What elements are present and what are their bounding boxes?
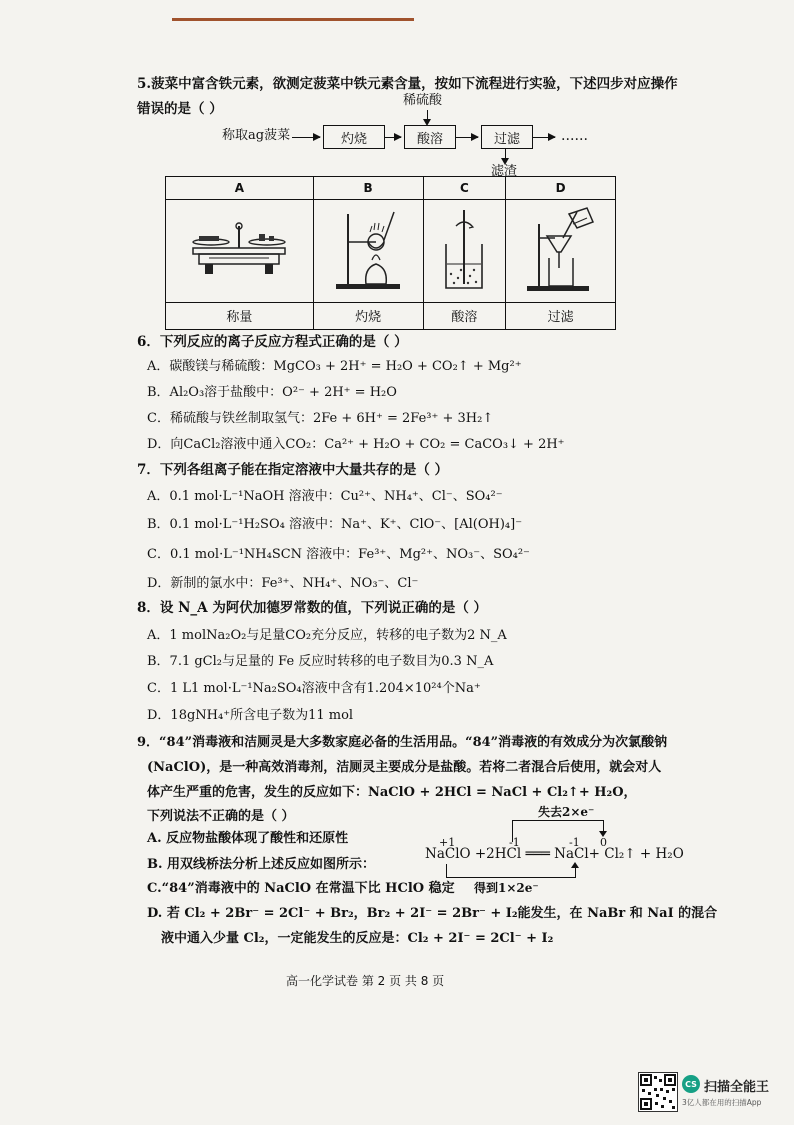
bridge-bottom-bar	[446, 877, 576, 878]
col-header-c: C	[423, 177, 506, 200]
q7-option-d: D．新制的氯水中：Fe³⁺、NH₄⁺、NO₃⁻、Cl⁻	[147, 576, 419, 591]
q9-line4: 下列说法不正确的是（ ）	[147, 809, 295, 824]
bridge-equation: NaClO +2HCl ═══ NaCl+ Cl₂↑ + H₂O	[425, 846, 684, 862]
q6-title: 6．下列反应的离子反应方程式正确的是（ ）	[137, 334, 408, 350]
q8-option-b: B．7.1 gCl₂与足量的 Fe 反应时转移的电子数目为0.3 N_A	[147, 654, 494, 669]
beaker-stir-icon	[434, 204, 494, 294]
q9-option-c: C.“84”消毒液中的 NaClO 在常温下比 HClO 稳定	[147, 881, 455, 896]
flow-tail: ……	[561, 128, 588, 144]
flow-step-filter: 过滤	[481, 125, 533, 149]
label-filter: 过滤	[506, 302, 616, 329]
scanner-logo-icon: CS	[682, 1075, 700, 1093]
q9-option-a: A. 反应物盐酸体现了酸性和还原性	[147, 831, 349, 846]
bridge-lost-label: 失去2×e⁻	[538, 805, 595, 819]
q8-option-d: D．18gNH₄⁺所含电子数为11 mol	[147, 708, 354, 723]
q7-option-b: B．0.1 mol·L⁻¹H₂SO₄ 溶液中：Na⁺、K⁺、ClO⁻、[Al(OH)₄]⁻	[147, 517, 523, 532]
col-header-d: D	[506, 177, 616, 200]
q9-option-d-line2: 液中通入少量 Cl₂，一定能发生的反应是：Cl₂ + 2I⁻ = 2Cl⁻ + I₂	[161, 931, 554, 946]
top-rule	[172, 18, 414, 21]
q7-option-a: A．0.1 mol·L⁻¹NaOH 溶液中：Cu²⁺、NH₄⁺、Cl⁻、SO₄²⁻	[147, 489, 503, 504]
flow-start: 称取ag菠菜	[222, 128, 291, 143]
q9-option-b: B. 用双线桥法分析上述反应如图所示：	[147, 857, 376, 872]
q9-line2: (NaClO)，是一种高效消毒剂，洁厕灵主要成分是盐酸。若将二者混合后使用，就会对人	[147, 760, 662, 775]
bridge-bottom-arrowhead	[571, 862, 579, 868]
ox-state-nacl: -1	[569, 836, 580, 849]
flow-step-dissolve: 酸溶	[404, 125, 456, 149]
col-header-a: A	[166, 177, 314, 200]
scanner-brand: 扫描全能王	[704, 1080, 770, 1095]
q6-option-d: D．向CaCl₂溶液中通入CO₂：Ca²⁺ + H₂O + CO₂ = CaCO₃↓ + 2H⁺	[147, 437, 565, 452]
beaker-cell	[423, 200, 506, 302]
apparatus-table	[165, 176, 616, 330]
scanner-tagline: 3亿人都在用的扫描App	[682, 1098, 762, 1107]
q6-option-a: A．碳酸镁与稀硫酸：MgCO₃ + 2H⁺ = H₂O + CO₂↑ + Mg²⁺	[147, 359, 522, 374]
bridge-gained-label: 得到1×2e⁻	[474, 881, 539, 895]
flow-arrow-3	[456, 137, 478, 138]
label-dissolve: 酸溶	[423, 302, 506, 329]
filtration-icon	[521, 204, 601, 294]
q8-option-a: A．1 molNa₂O₂与足量CO₂充分反应，转移的电子数为2 N_A	[147, 628, 507, 643]
balance-icon	[185, 214, 293, 284]
flow-reagent: 稀硫酸	[403, 93, 443, 108]
q9-option-d-line1: D. 若 Cl₂ + 2Br⁻ = 2Cl⁻ + Br₂，Br₂ + 2I⁻ = 2Br⁻ + I₂能发生，在 NaBr 和 NaI 的混合	[147, 906, 718, 921]
ox-state-naclo: +1	[439, 836, 456, 849]
page-footer: 高一化学试卷 第 2 页 共 8 页	[286, 974, 445, 988]
flow-step-ignite: 灼烧	[323, 125, 385, 149]
q7-title: 7．下列各组离子能在指定溶液中大量共存的是（ ）	[137, 462, 449, 478]
bridge-top-bar	[512, 820, 604, 821]
q6-option-b: B．Al₂O₃溶于盐酸中：O²⁻ + 2H⁺ = H₂O	[147, 385, 397, 400]
q7-option-c: C．0.1 mol·L⁻¹NH₄SCN 溶液中：Fe³⁺、Mg²⁺、NO₃⁻、SO₄²⁻	[147, 547, 530, 562]
alcohol-lamp-icon	[328, 204, 408, 294]
filter-cell	[506, 200, 616, 302]
balance-cell	[166, 200, 314, 302]
ox-state-hcl: -1	[509, 836, 520, 849]
flow-arrow-1	[292, 137, 320, 138]
q6-option-c: C．稀硫酸与铁丝制取氢气：2Fe + 6H⁺ = 2Fe³⁺ + 3H₂↑	[147, 411, 494, 426]
ox-state-cl2: 0	[600, 836, 607, 849]
flow-arrow-2	[385, 137, 401, 138]
q9-line1: 9．“84”消毒液和洁厕灵是大多数家庭必备的生活用品。“84”消毒液的有效成分为次氯酸钠	[137, 735, 668, 750]
q5-title-line1: 5.菠菜中富含铁元素，欲测定菠菜中铁元素含量，按如下流程进行实验，下述四步对应操作	[137, 76, 678, 92]
q8-title: 8．设 N_A 为阿伏加德罗常数的值，下列说正确的是（ ）	[137, 600, 488, 616]
bridge-bottom-left	[446, 864, 447, 878]
qr-code-icon	[638, 1072, 678, 1112]
col-header-b: B	[313, 177, 423, 200]
burner-cell	[313, 200, 423, 302]
flow-arrow-4	[533, 137, 555, 138]
flow-residue: 滤渣	[491, 164, 518, 179]
q9-line3: 体产生严重的危害，发生的反应如下：NaClO + 2HCl = NaCl + Cl₂↑+ H₂O，	[147, 785, 637, 800]
label-ignite: 灼烧	[313, 302, 423, 329]
label-weigh: 称量	[166, 302, 314, 329]
q5-title-line2: 错误的是（ ）	[137, 101, 223, 117]
q8-option-c: C．1 L1 mol·L⁻¹Na₂SO₄溶液中含有1.204×10²⁴个Na⁺	[147, 681, 481, 696]
